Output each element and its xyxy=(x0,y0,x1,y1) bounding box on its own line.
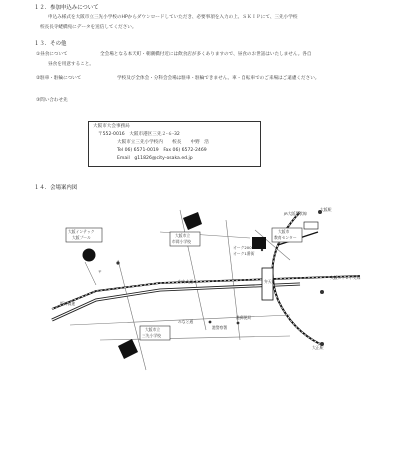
contact-phone: Tel 06) 6571-0019 Fax 06) 6572-2469 xyxy=(117,148,207,153)
lunch-text-line1: 全会場となる本天町・朝潮橋付近には飲食店が多くありますので、昼食のお世話はいたしません。各自 xyxy=(100,52,312,57)
post-symbol-label: 〒 xyxy=(98,269,102,274)
osaka-station-label: 大阪駅 xyxy=(320,207,332,212)
center-label-line2: 教育センター xyxy=(274,235,297,240)
bentencho-label: 弁天町 xyxy=(264,279,276,284)
ichioka-school-marker xyxy=(183,212,202,230)
minato-road-label: みなと通 xyxy=(178,319,194,324)
education-center-marker xyxy=(252,237,266,249)
ichioka-label-line1: 大阪市立 xyxy=(175,233,191,238)
orange-label-line1: オーク200 xyxy=(233,245,252,250)
ichioka-label-line2: 市岡小学校 xyxy=(172,239,191,244)
jr-loop-label: JR大阪環状線 xyxy=(284,211,307,216)
parking-label: ②駐車・駐輪について xyxy=(36,76,82,81)
contact-school: 大阪市立三先小学校内 校長 中野 浩 xyxy=(117,140,209,145)
section-13-heading: １３．その他 xyxy=(34,41,67,47)
sanko-label-line2: 三先小学校 xyxy=(142,333,161,338)
contact-org: 大阪市大会事務局 xyxy=(93,124,130,129)
pool-label-line1: 大阪インテック xyxy=(68,229,95,234)
orange-label-line2: オーク1番街 xyxy=(233,251,255,256)
chuo-line xyxy=(52,276,360,309)
highway-label: 阪神高速 xyxy=(60,301,76,306)
section-12-body-line2: 校長長寺蛯橋宛にデータを送信してください。 xyxy=(40,25,137,30)
police-label: 港警察署 xyxy=(212,325,228,330)
contact-email: Email g11826@city-osaka.ed.jp xyxy=(117,156,193,161)
chuo-road-label: 中央大通 xyxy=(178,279,194,284)
sanko-label-line1: 大阪市立 xyxy=(145,327,161,332)
lunch-label: ①昼食について xyxy=(36,52,68,57)
bentencho-station-box xyxy=(262,268,276,300)
post-label: 港郵便局 xyxy=(236,315,252,320)
lunch-text-line2: 昼食を用意すること。 xyxy=(48,62,94,67)
contact-label: ③問い合わせ先 xyxy=(36,98,68,103)
center-label-line1: 大阪市 xyxy=(278,229,290,234)
section-12-heading: １２．参加申込みについて xyxy=(34,5,99,11)
parking-text: 学校及び全体会・分科会会場は駐車・駐輪できません。車・自転車でのご来場はご遠慮ください。 xyxy=(117,76,320,81)
chuo-line-label: 大阪メトロ中央線 xyxy=(330,275,361,280)
sanko-school-marker xyxy=(118,339,138,359)
section-12-body-line1: 申込み様式を大阪市立三先小学校のHPからダウンロードしていただき、必要事項を入力の上、ＳＫＩＰにて、三先小学校 xyxy=(48,15,298,20)
pool-label-line2: 大阪プール xyxy=(72,235,91,240)
contact-address: 〒552-0016 大阪市港区三先２-６-32 xyxy=(98,132,180,137)
pool-marker xyxy=(83,249,96,262)
taisho-station-label: 大正駅 xyxy=(312,345,324,350)
section-14-heading: １４．会場案内図 xyxy=(34,185,78,191)
